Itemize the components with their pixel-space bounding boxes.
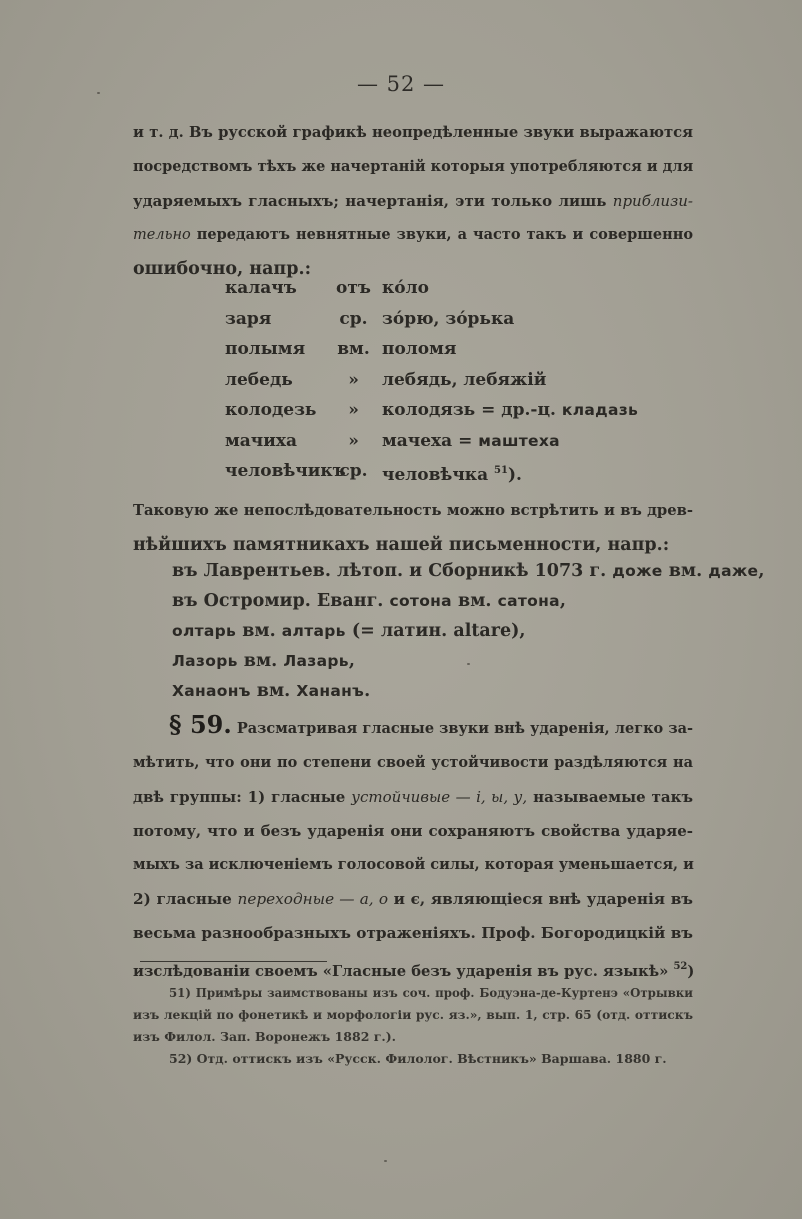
example-compare: поломя (382, 339, 457, 359)
example-compare: лебядь, лебяжій (382, 369, 547, 390)
text-line: посредствомъ тѣхъ же начертаній которыя употребляются и для (133, 158, 694, 175)
text-line: мыхъ за исключеніемъ голосовой силы, которая уменьшается, и (133, 856, 694, 873)
church-slavonic-word: алтарь (281, 622, 346, 640)
text-line (133, 708, 693, 746)
text-span: вм. (237, 651, 284, 671)
text-span: вм. (236, 621, 282, 641)
italic-term: переходные — а, о (237, 890, 389, 908)
church-slavonic-word: кладазь (561, 401, 639, 419)
example-row (225, 426, 638, 457)
footnote-number: 52) (169, 1051, 193, 1066)
example-row (225, 304, 638, 335)
church-slavonic-word: даже (708, 562, 759, 580)
example-relation: » (348, 430, 359, 451)
footnote-line (133, 982, 693, 1004)
church-slavonic-word: доже (612, 562, 663, 580)
paper-speck (384, 1160, 387, 1162)
example-relation: ср. (339, 461, 368, 481)
text-span: ударяемыхъ гласныхъ; начертанія, эти только лишь (133, 192, 613, 210)
italic-term: тельно (133, 227, 191, 243)
paragraph-1 (133, 116, 693, 286)
text-span: (= латин. altare), (345, 621, 526, 641)
text-span: вм. (250, 681, 297, 701)
example-compare (382, 395, 638, 426)
footnote-divider (140, 961, 327, 962)
text-line: и т. д. Въ русской графикѣ неопредѣленные звуки выражаются (133, 124, 693, 141)
old-example-row (172, 556, 764, 586)
example-compare: зо́рю, зо́рька (382, 308, 515, 329)
example-relation: отъ (336, 278, 371, 298)
old-example-row (172, 586, 764, 616)
footnote-52 (133, 1048, 693, 1070)
old-examples-list (172, 556, 764, 706)
text-line: Таковую же непослѣдовательность можно встрѣтить и въ древ- (133, 502, 693, 519)
church-slavonic-word: олтарь (172, 622, 237, 640)
footnote-line (133, 1048, 693, 1070)
example-row (225, 456, 638, 491)
footnote-51 (133, 982, 693, 1048)
text-span: 2) гласные (133, 890, 238, 908)
text-span: , (348, 651, 355, 671)
paper-speck (97, 92, 100, 94)
text-span: вм. (662, 561, 709, 581)
text-line (133, 218, 693, 252)
paper-speck (467, 663, 470, 665)
example-word: полымя (225, 339, 306, 359)
text-span: въ Остромир. Еванг. (172, 591, 390, 611)
paragraph-2 (133, 494, 693, 562)
church-slavonic-word: Хананъ (296, 682, 365, 700)
text-span: , (559, 591, 566, 611)
footnotes (133, 982, 693, 1070)
example-relation: ср. (339, 308, 368, 329)
text-line: потому, что и безъ ударенія они сохраняютъ свойства ударяе- (133, 822, 693, 840)
text-span: Отд. оттискъ изъ «Русск. Филолог. Вѣстникъ» Варшава. 1880 г. (196, 1051, 667, 1066)
church-slavonic-word: Лазорь (172, 652, 238, 670)
example-relation: » (348, 400, 359, 420)
old-example-row (172, 616, 764, 646)
text-span: передаютъ невнятные звуки, а часто такъ и совершенно (190, 226, 693, 243)
example-word: заря (225, 308, 272, 329)
text-span: называемые такъ (527, 788, 693, 806)
section-number: § 59. (169, 710, 232, 739)
text-span: мачеха = (382, 430, 479, 451)
text-span: Разсматривая гласные звуки внѣ ударенія, легко за- (231, 720, 693, 737)
old-example-row (172, 676, 764, 706)
italic-term: устойчивые — і, ы, у, (351, 788, 528, 806)
text-span: двѣ группы: 1) гласные (133, 788, 352, 806)
example-row (225, 395, 638, 426)
text-line (133, 780, 693, 814)
page-number: — 52 — (356, 72, 446, 96)
text-span: ) (687, 963, 695, 980)
example-row (225, 334, 638, 365)
example-compare (382, 456, 522, 491)
text-line: нѣйшихъ памятникахъ нашей письменности, напр.: (133, 535, 670, 555)
text-span: ). (507, 465, 522, 485)
text-span: изслѣдованіи своемъ «Гласные безъ ударенія въ рус. языкѣ» (133, 963, 674, 980)
example-word: колодезь (225, 400, 317, 420)
text-line: весьма разнообразныхъ отраженіяхъ. Проф. Богородицкій въ (133, 924, 693, 942)
footnote-ref[interactable]: 52 (673, 961, 688, 972)
example-relation: » (348, 369, 359, 390)
footnote-number: 51) (169, 986, 191, 1000)
church-slavonic-word: сотона (389, 592, 452, 610)
text-line (133, 882, 693, 916)
text-span: въ Лаврентьев. лѣтоп. и Сборникѣ 1073 г. (172, 561, 613, 581)
text-span: Примѣры заимствованы изъ соч. проф. Бодуэна-де-Куртенэ «Отрывки (195, 986, 693, 1000)
footnote-line: изъ Филол. Зап. Воронежъ 1882 г.). (133, 1029, 397, 1044)
text-span: и є, являющіеся внѣ ударенія въ (388, 890, 693, 908)
church-slavonic-word: маштеха (478, 431, 560, 450)
text-span: , (758, 561, 765, 581)
example-relation: вм. (337, 339, 370, 359)
text-span: . (364, 681, 371, 701)
example-row (225, 273, 638, 304)
text-line: мѣтить, что они по степени своей устойчивости раздѣляются на (133, 754, 693, 771)
example-row (225, 365, 638, 396)
examples-table (225, 273, 638, 491)
section-59-paragraph (133, 708, 693, 989)
italic-term: приблизи- (612, 192, 693, 210)
text-span: вм. (451, 591, 498, 611)
old-example-row (172, 646, 764, 676)
church-slavonic-word: Лазарь (283, 652, 349, 670)
example-word: человѣчикъ (225, 461, 346, 481)
example-compare: ко́ло (382, 278, 429, 298)
example-word: калачъ (225, 278, 297, 298)
text-span: человѣчка (382, 465, 495, 485)
text-span: колодязь = др.-ц. (382, 400, 562, 420)
text-line: ошибочно, напр.: (133, 259, 312, 279)
footnote-line: изъ лекцій по фонетикѣ и морфологіи рус. яз.», вып. 1, стр. 65 (отд. оттискъ (133, 1007, 693, 1022)
example-word: лебедь (225, 369, 293, 390)
church-slavonic-word: сатона (497, 592, 560, 610)
text-line (133, 184, 693, 218)
church-slavonic-word: Ханаонъ (172, 682, 251, 700)
example-compare (382, 426, 560, 457)
footnote-ref[interactable]: 51 (494, 465, 508, 476)
example-word: мачиха (225, 430, 297, 451)
